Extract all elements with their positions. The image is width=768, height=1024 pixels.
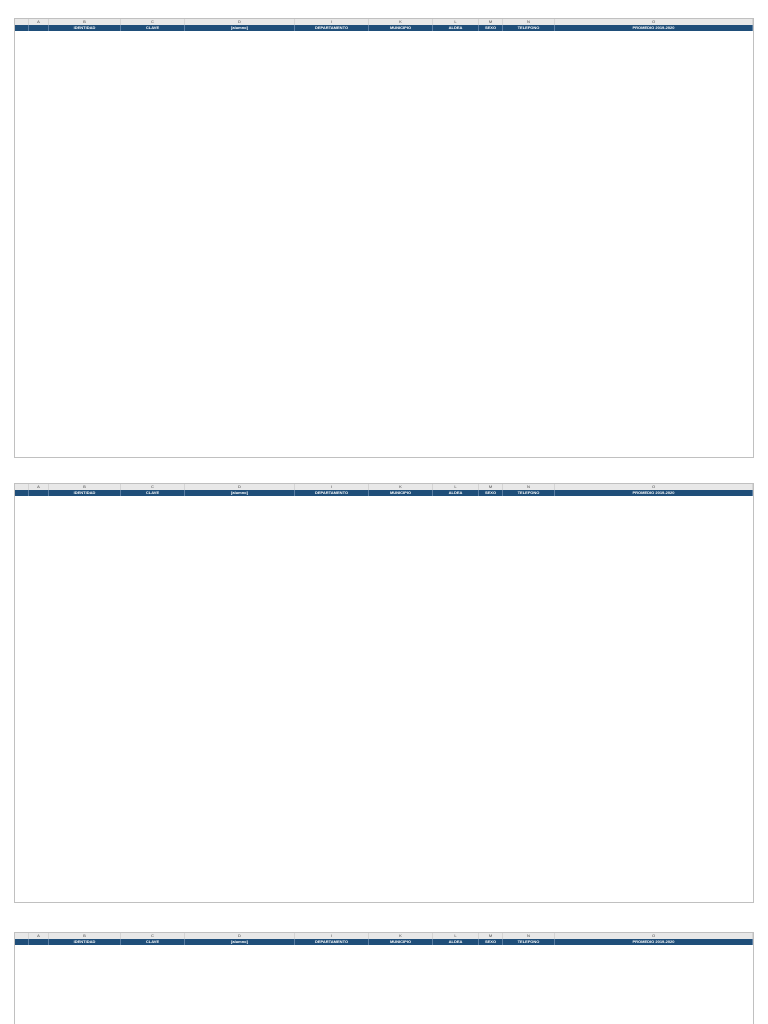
column-letter: M <box>479 933 503 939</box>
column-letter: D <box>185 933 295 939</box>
column-header: MUNICIPIO <box>369 25 433 31</box>
column-letter: N <box>503 484 555 490</box>
column-letter: I <box>295 19 369 25</box>
column-letter: N <box>503 19 555 25</box>
header-row <box>15 490 753 496</box>
column-header: [alumno] <box>185 939 295 945</box>
column-header: SEXO <box>479 490 503 496</box>
column-letter: B <box>49 19 121 25</box>
column-letter: C <box>121 933 185 939</box>
column-header: IDENTIDAD <box>49 490 121 496</box>
column-header: ALDEA <box>433 490 479 496</box>
column-header: SEXO <box>479 25 503 31</box>
column-letter: B <box>49 933 121 939</box>
header-row <box>15 25 753 31</box>
column-header: DEPARTAMENTO <box>295 939 369 945</box>
spreadsheet <box>14 932 754 1024</box>
sheet-page-3 <box>0 932 768 1024</box>
column-header: DEPARTAMENTO <box>295 25 369 31</box>
spreadsheet <box>14 18 754 458</box>
column-header: IDENTIDAD <box>49 939 121 945</box>
column-letter: M <box>479 19 503 25</box>
column-letter: C <box>121 484 185 490</box>
column-letter: I <box>295 933 369 939</box>
spreadsheet <box>14 483 754 903</box>
header-row <box>15 939 753 945</box>
column-header <box>15 939 29 945</box>
column-header: TELEFONO <box>503 490 555 496</box>
column-header: PROMEDIO 2019-2020 <box>555 25 753 31</box>
column-letter: L <box>433 484 479 490</box>
column-header: MUNICIPIO <box>369 490 433 496</box>
column-letter: K <box>369 933 433 939</box>
sheet-page-1 <box>0 18 768 456</box>
column-header: TELEFONO <box>503 25 555 31</box>
column-header: MUNICIPIO <box>369 939 433 945</box>
column-header: ALDEA <box>433 25 479 31</box>
column-letter: K <box>369 19 433 25</box>
column-letter: K <box>369 484 433 490</box>
column-letter: O <box>555 484 753 490</box>
column-letter: D <box>185 484 295 490</box>
column-header: ALDEA <box>433 939 479 945</box>
column-letter: A <box>29 19 49 25</box>
column-letter: I <box>295 484 369 490</box>
column-letter: L <box>433 19 479 25</box>
column-letter: O <box>555 933 753 939</box>
column-letter: C <box>121 19 185 25</box>
column-header: [alumno] <box>185 490 295 496</box>
sheet-page-2 <box>0 483 768 901</box>
column-header: CLAVE <box>121 25 185 31</box>
column-header <box>29 939 49 945</box>
column-header: SEXO <box>479 939 503 945</box>
column-header: CLAVE <box>121 939 185 945</box>
column-letter: M <box>479 484 503 490</box>
column-letter: A <box>29 933 49 939</box>
column-header: TELEFONO <box>503 939 555 945</box>
column-header <box>29 490 49 496</box>
column-header: PROMEDIO 2019-2020 <box>555 939 753 945</box>
column-header <box>15 25 29 31</box>
column-header: [alumno] <box>185 25 295 31</box>
column-header: PROMEDIO 2019-2020 <box>555 490 753 496</box>
column-header: IDENTIDAD <box>49 25 121 31</box>
column-letter: L <box>433 933 479 939</box>
column-letter: D <box>185 19 295 25</box>
column-header <box>29 25 49 31</box>
column-header: DEPARTAMENTO <box>295 490 369 496</box>
column-letter: N <box>503 933 555 939</box>
column-header <box>15 490 29 496</box>
column-letter: B <box>49 484 121 490</box>
column-letter: O <box>555 19 753 25</box>
column-letter: A <box>29 484 49 490</box>
column-header: CLAVE <box>121 490 185 496</box>
